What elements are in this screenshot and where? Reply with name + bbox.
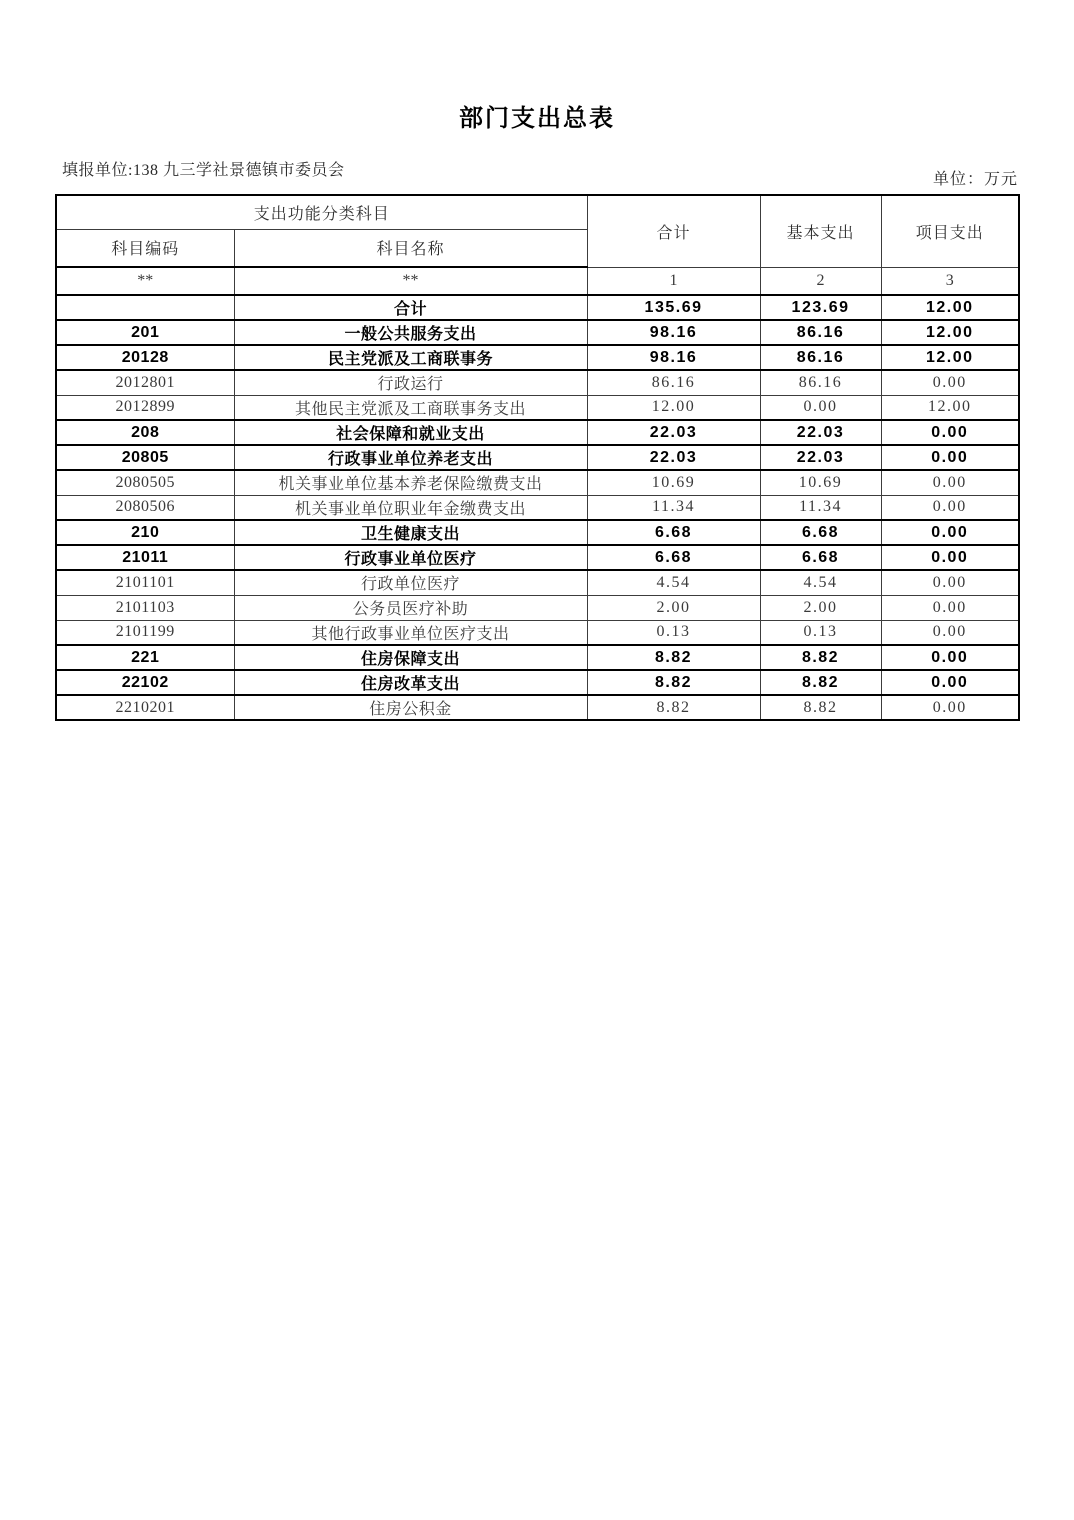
row-project: 0.00 [881, 445, 1019, 470]
meta-row [55, 157, 1018, 190]
row-total: 86.16 [587, 370, 760, 395]
row-total: 98.16 [587, 320, 760, 345]
row-basic: 10.69 [760, 470, 881, 495]
row-project: 12.00 [881, 345, 1019, 370]
header-subject-name: 科目名称 [234, 229, 587, 267]
row-name: 住房保障支出 [234, 645, 587, 670]
row-total: 8.82 [587, 695, 760, 720]
row-project: 0.00 [881, 495, 1019, 520]
table-row [56, 320, 1019, 345]
row-code: 208 [56, 420, 234, 445]
row-total: 0.13 [587, 620, 760, 645]
header-basic-expenditure: 基本支出 [760, 195, 881, 267]
row-name: 合计 [234, 295, 587, 320]
row-total: 4.54 [587, 570, 760, 595]
column-marker-row [56, 267, 1019, 295]
row-name: 行政单位医疗 [234, 570, 587, 595]
row-name: 行政事业单位医疗 [234, 545, 587, 570]
row-code: 2210201 [56, 695, 234, 720]
row-project: 0.00 [881, 570, 1019, 595]
table-row [56, 295, 1019, 320]
header-group-row [56, 195, 1019, 229]
row-code: 2012899 [56, 395, 234, 420]
row-name: 机关事业单位职业年金缴费支出 [234, 495, 587, 520]
row-name: 住房公积金 [234, 695, 587, 720]
row-total: 22.03 [587, 420, 760, 445]
table-row [56, 620, 1019, 645]
row-project: 0.00 [881, 595, 1019, 620]
row-name: 其他行政事业单位医疗支出 [234, 620, 587, 645]
row-total: 12.00 [587, 395, 760, 420]
row-name: 一般公共服务支出 [234, 320, 587, 345]
table-row [56, 670, 1019, 695]
row-name: 其他民主党派及工商联事务支出 [234, 395, 587, 420]
marker-col-3: 3 [881, 267, 1019, 295]
row-code: 2101101 [56, 570, 234, 595]
marker-name: ** [234, 267, 587, 295]
row-name: 社会保障和就业支出 [234, 420, 587, 445]
table-row [56, 495, 1019, 520]
row-code: 20128 [56, 345, 234, 370]
marker-col-1: 1 [587, 267, 760, 295]
row-basic: 8.82 [760, 670, 881, 695]
row-code: 2080505 [56, 470, 234, 495]
row-total: 8.82 [587, 645, 760, 670]
table-row [56, 445, 1019, 470]
row-basic: 0.13 [760, 620, 881, 645]
row-basic: 86.16 [760, 345, 881, 370]
row-project: 0.00 [881, 470, 1019, 495]
row-project: 0.00 [881, 420, 1019, 445]
row-project: 12.00 [881, 320, 1019, 345]
row-code: 2012801 [56, 370, 234, 395]
row-name: 卫生健康支出 [234, 520, 587, 545]
table-body [56, 295, 1019, 720]
row-basic: 11.34 [760, 495, 881, 520]
row-total: 98.16 [587, 345, 760, 370]
table-row [56, 645, 1019, 670]
table-row [56, 520, 1019, 545]
row-project: 12.00 [881, 395, 1019, 420]
row-project: 0.00 [881, 520, 1019, 545]
row-code: 221 [56, 645, 234, 670]
table-row [56, 420, 1019, 445]
row-total: 6.68 [587, 520, 760, 545]
row-basic: 4.54 [760, 570, 881, 595]
row-code: 2080506 [56, 495, 234, 520]
row-basic: 0.00 [760, 395, 881, 420]
currency-unit-label: 单位：万元 [932, 171, 1018, 188]
row-basic: 6.68 [760, 545, 881, 570]
row-basic: 86.16 [760, 320, 881, 345]
header-total: 合计 [587, 195, 760, 267]
row-basic: 8.82 [760, 645, 881, 670]
table-row [56, 570, 1019, 595]
table-row [56, 395, 1019, 420]
row-project: 0.00 [881, 370, 1019, 395]
table-row [56, 595, 1019, 620]
row-total: 8.82 [587, 670, 760, 695]
row-basic: 22.03 [760, 420, 881, 445]
row-name: 民主党派及工商联事务 [234, 345, 587, 370]
row-total: 10.69 [587, 470, 760, 495]
row-code [56, 295, 234, 320]
row-name: 住房改革支出 [234, 670, 587, 695]
table-row [56, 370, 1019, 395]
row-code: 2101103 [56, 595, 234, 620]
row-total: 11.34 [587, 495, 760, 520]
row-name: 机关事业单位基本养老保险缴费支出 [234, 470, 587, 495]
row-total: 22.03 [587, 445, 760, 470]
header-project-expenditure: 项目支出 [881, 195, 1019, 267]
row-name: 行政运行 [234, 370, 587, 395]
row-basic: 6.68 [760, 520, 881, 545]
row-name: 公务员医疗补助 [234, 595, 587, 620]
table-row [56, 695, 1019, 720]
row-total: 6.68 [587, 545, 760, 570]
expenditure-table [55, 194, 1020, 721]
marker-col-2: 2 [760, 267, 881, 295]
row-basic: 8.82 [760, 695, 881, 720]
row-project: 12.00 [881, 295, 1019, 320]
row-project: 0.00 [881, 645, 1019, 670]
page-title: 部门支出总表 [459, 105, 615, 132]
row-code: 22102 [56, 670, 234, 695]
row-basic: 123.69 [760, 295, 881, 320]
row-name: 行政事业单位养老支出 [234, 445, 587, 470]
table-row [56, 345, 1019, 370]
row-basic: 2.00 [760, 595, 881, 620]
header-subject-code: 科目编码 [56, 229, 234, 267]
row-basic: 22.03 [760, 445, 881, 470]
row-total: 135.69 [587, 295, 760, 320]
table-row [56, 470, 1019, 495]
row-code: 20805 [56, 445, 234, 470]
row-project: 0.00 [881, 695, 1019, 720]
table-header [56, 195, 1019, 295]
row-code: 201 [56, 320, 234, 345]
row-project: 0.00 [881, 620, 1019, 645]
header-function-classification: 支出功能分类科目 [56, 195, 587, 229]
row-basic: 86.16 [760, 370, 881, 395]
reporting-unit-label: 填报单位:138 九三学社景德镇市委员会 [62, 162, 345, 179]
marker-code: ** [56, 267, 234, 295]
row-code: 2101199 [56, 620, 234, 645]
row-total: 2.00 [587, 595, 760, 620]
table-row [56, 545, 1019, 570]
row-project: 0.00 [881, 670, 1019, 695]
row-project: 0.00 [881, 545, 1019, 570]
row-code: 210 [56, 520, 234, 545]
row-code: 21011 [56, 545, 234, 570]
